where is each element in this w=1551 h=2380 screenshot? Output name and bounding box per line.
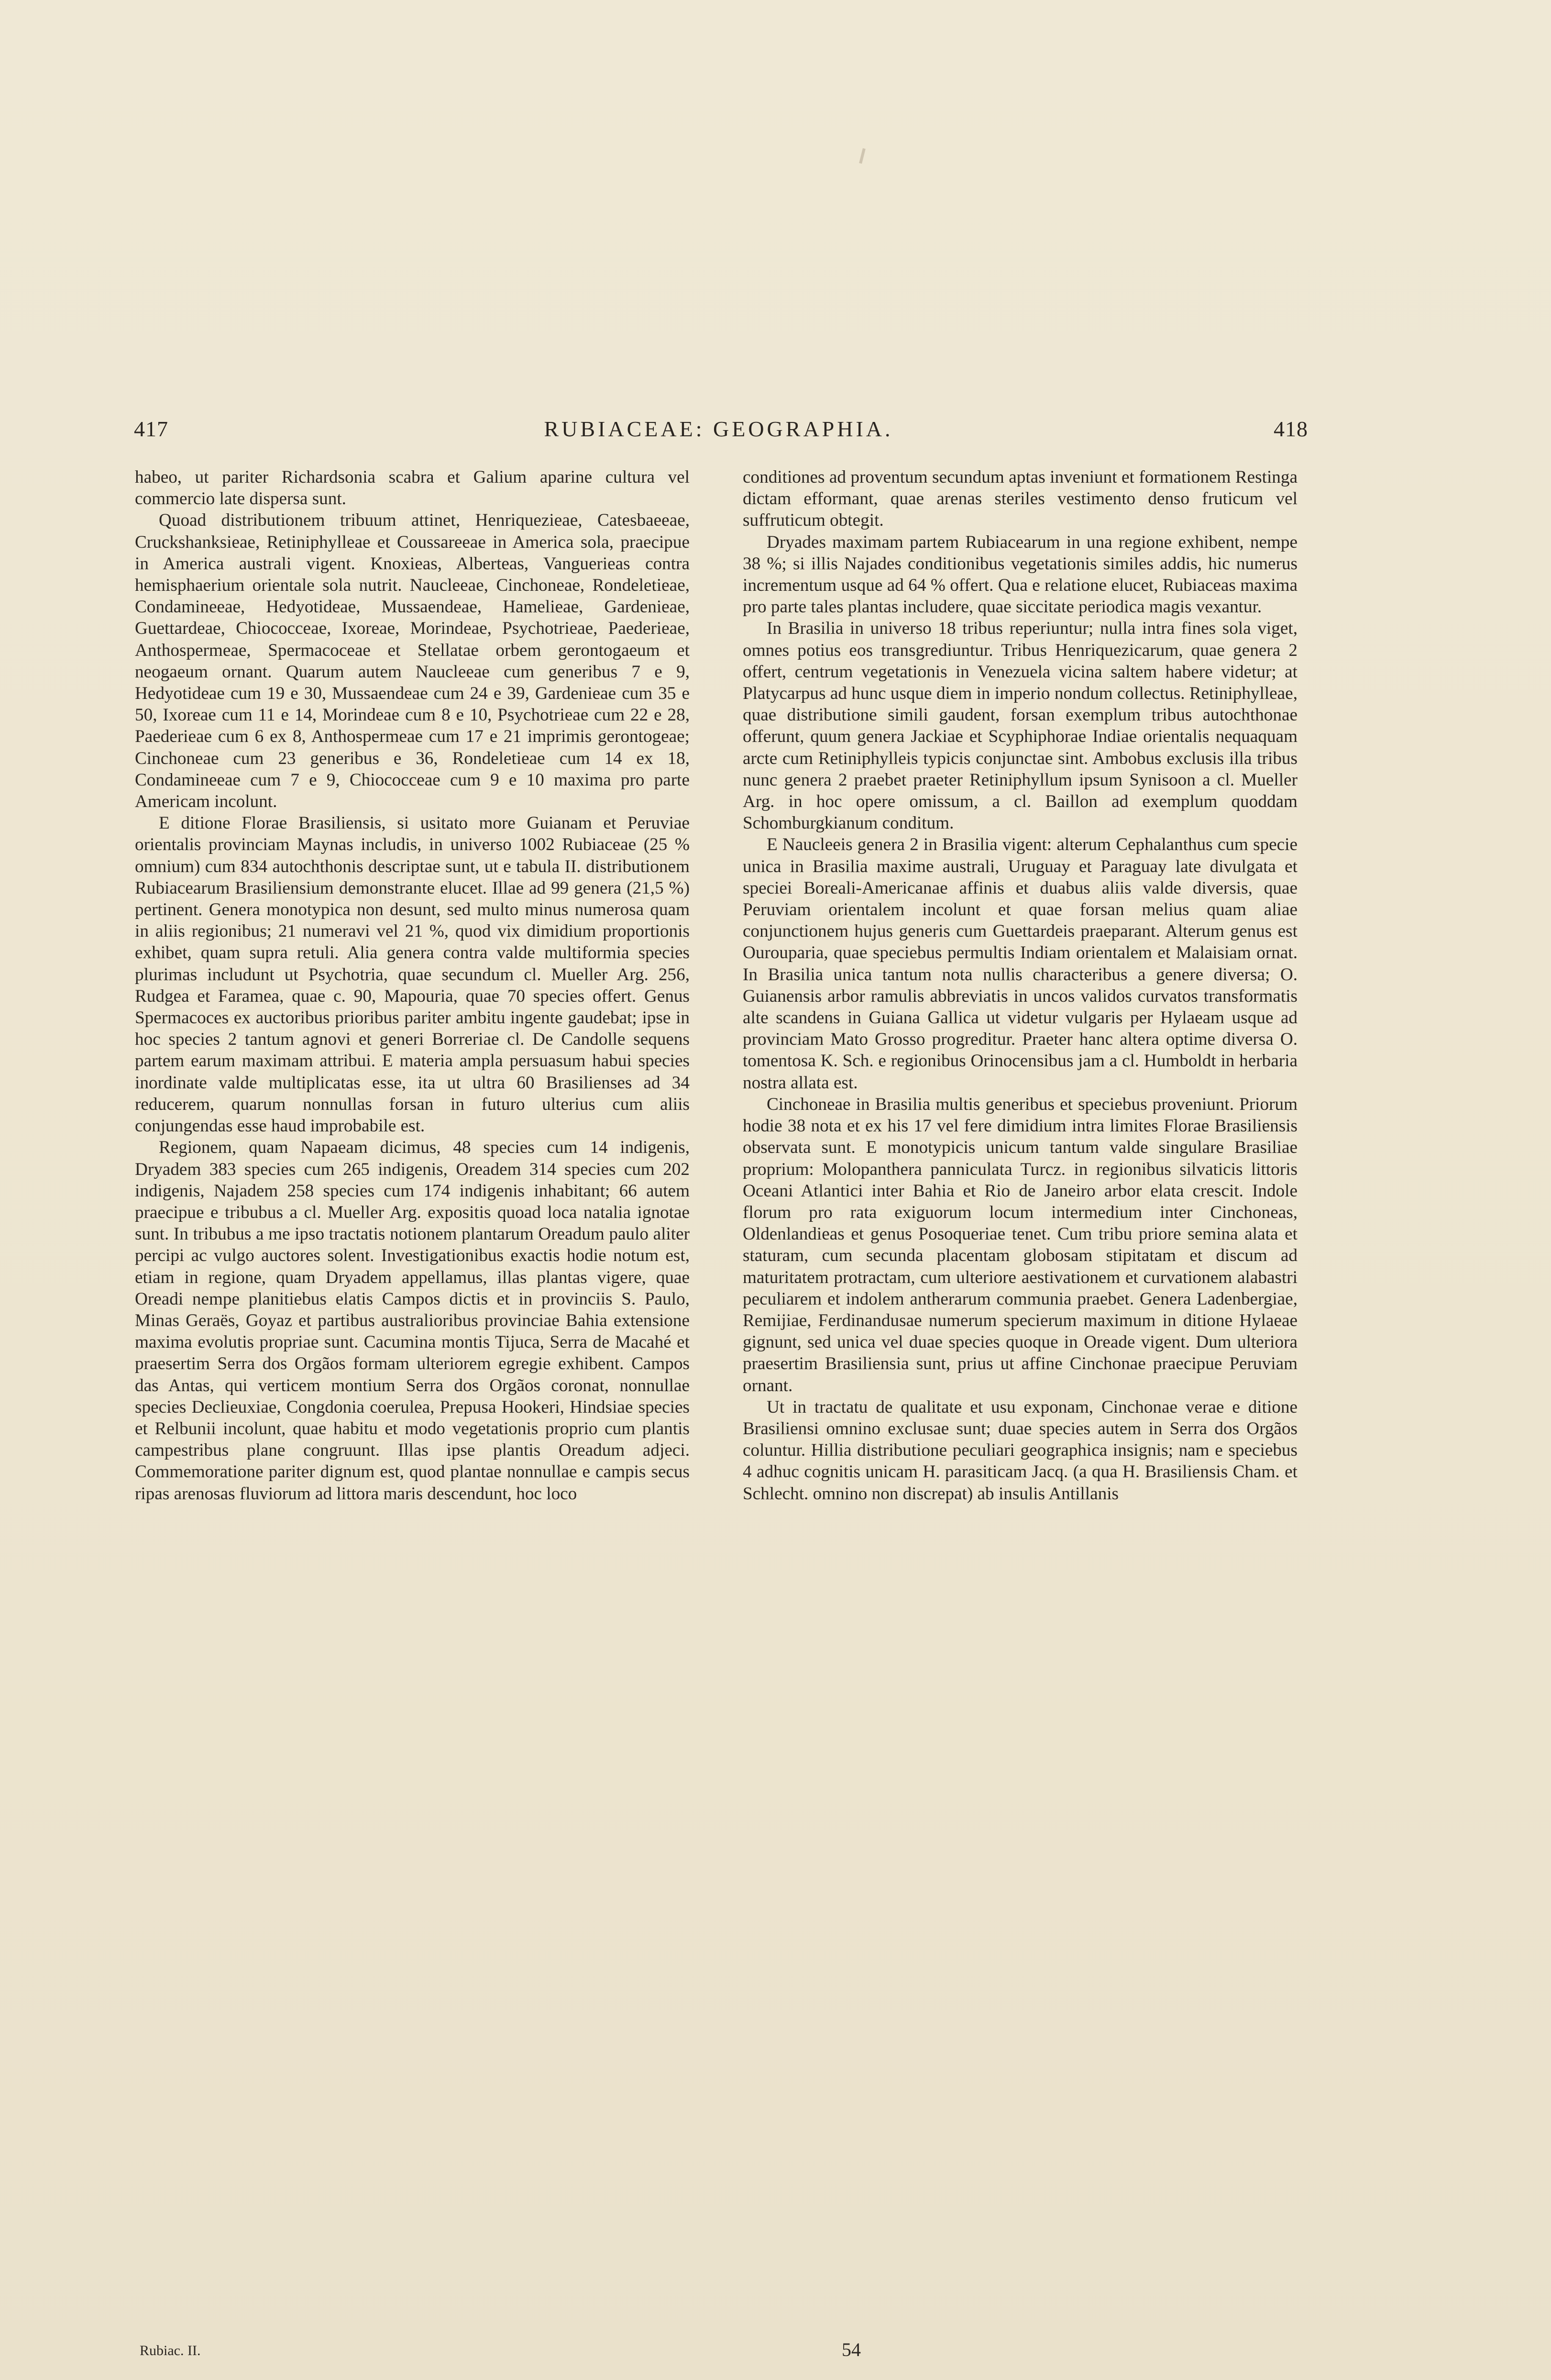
page-number-footer: 54: [842, 2339, 861, 2360]
right-column: [743, 466, 1298, 1505]
paragraph: conditiones ad proventum secundum aptas inveniunt et formationem Restinga dictam efformant, quae arenas steriles vestimento denso fruticum vel suffruticum obtegit.: [743, 467, 1298, 531]
left-column: [135, 466, 690, 1505]
paragraph: E Naucleeis genera 2 in Brasilia vigent: alterum Cephalanthus cum specie unica in Brasilia maxime australi, Uruguay et Paraguay late divulgata et speciei Boreali-Americanae affinis et duabus aliis valde diversis, quae Peruviam orientalem incolunt et quae forsan melius quam aliae conjunctionem hujus generis cum Guettardeis praeparant. Alterum genus est Ourouparia, quae speciebus permultis Indiam orientalem et Malaisiam ornat. In Brasilia unica tantum nota nullis characteribus a genere diversa; O. Guianensis arbor ramulis abbreviatis in uncos validos curvatos transformatis alte scandens in Guiana Gallica ut videtur vulgaris per Hylaeam usque ad provinciam Mato Grosso progreditur. Praeter hanc altera optime diversa O. tomentosa K. Sch. e regionibus Orinocensibus jam a cl. Humboldt in herbaria nostra allata est.: [743, 835, 1298, 1093]
signature-mark: Rubiac. II.: [140, 2343, 201, 2358]
paragraph: E ditione Florae Brasiliensis, si usitato more Guianam et Peruviae orientalis provinciam Maynas includis, in universo 1002 Rubiaceae (25 % omnium) cum 834 autochthonis descriptae sunt, ut e tabula II. distributionem Rubiacearum Brasiliensium demonstrante elucet. Illae ad 99 genera (21,5 %) pertinent. Genera monotypica non desunt, sed multo minus numerosa quam in aliis regionibus; 21 numeravi vel 21 %, quod vix dimidium proportionis exhibet, quam supra retuli. Alia genera contra valde multiformia species plurimas includunt ut Psychotria, quae secundum cl. Mueller Arg. 256, Rudgea et Faramea, quae c. 90, Mapouria, quae 70 species offert. Genus Spermacoces ex auctoribus prioribus pariter ambitu ingente gaudebat; ipse in hoc species 2 tantum agnovi et generi Borreriae cl. De Candolle sequens partem earum maximam attribui. E materia ampla persuasum habui species inordinate valde multiplicatas esse, ita ut ultra 60 Brasilienses ad 34 reducerem, quarum nonnullas forsan in futuro ulterius cum aliis conjungendas esse haud improbabile est.: [135, 813, 690, 1136]
paragraph: Cinchoneae in Brasilia multis generibus et speciebus proveniunt. Priorum hodie 38 nota et ex his 17 vel fere dimidium intra limites Florae Brasiliensis observata sunt. E monotypicis unicum tantum valde singulare Brasiliae proprium: Molopanthera panniculata Turcz. in regionibus silvaticis littoris Oceani Atlantici inter Bahia et Rio de Janeiro arbor elata crescit. Indole florum pro rata exiguorum locum intermedium inter Cinchoneas, Oldenlandieas et genus Posoqueriae tenet. Cum tribu priore semina alata et staturam, cum secunda placentam globosam stipitatam et discum ad maturitatem protractam, cum ulteriore aestivationem et curvationem alabastri peculiarem et indolem antherarum communia praebet. Genera Ladenbergiae, Remijiae, Ferdinandusae numerum specierum maximum in ditione Hylaeae gignunt, sed unica vel duae species quoque in Oreade vigent. Dum ulteriora praesertim Brasiliensia sunt, prius ut affine Cinchonae praecipue Peruviam ornant.: [743, 1094, 1298, 1395]
running-header: [129, 416, 1308, 450]
paragraph: In Brasilia in universo 18 tribus reperiuntur; nulla intra fines sola viget, omnes potius eos transgrediuntur. Tribus Henriquezicarum, quae genera 2 offert, centrum vegetationis in Venezuela vicina saltem habere videtur; at Platycarpus ad hunc usque diem in imperio nondum collectus. Retiniphylleae, quae distributione simili gaudent, forsan exemplum tribus autochthonae offerunt, quum genera Jackiae et Scyphiphorae Indiae orientalis nequaquam arcte cum Retiniphylleis typicis conjunctae sint. Ambobus exclusis illa tribus nunc genera 2 praebet praeter Retiniphyllum ipsum Synisoon a cl. Mueller Arg. in hoc opere omissum, a cl. Baillon ad exemplum quoddam Schomburgkianum conditum.: [743, 619, 1298, 833]
paragraph: habeo, ut pariter Richardsonia scabra et Galium aparine cultura vel commercio late dispersa sunt.: [135, 467, 690, 509]
ink-mark: [859, 148, 866, 164]
paragraph: Quoad distributionem tribuum attinet, Henriquezieae, Catesbaeeae, Cruckshanksieae, Retiniphylleae et Coussareeae in America sola, praecipue in America australi vigent. Knoxieas, Alberteas, Vanguerieas contra hemisphaerium orientale sola nutrit. Naucleeae, Cinchoneae, Rondeletieae, Condamineeae, Hedyotideae, Mussaendeae, Hamelieae, Gardenieae, Guettardeae, Chiococceae, Ixoreae, Morindeae, Psychotrieae, Paederieae, Anthospermeae, Spermacoceae et Stellatae orbem gerontogaeum et neogaeum ornant. Quarum autem Naucleeae cum generibus 7 e 9, Hedyotideae cum 19 e 30, Mussaendeae cum 24 e 39, Gardenieae cum 35 e 50, Ixoreae cum 11 e 14, Morindeae cum 8 e 10, Psychotrieae cum 22 e 28, Paederieae cum 6 ex 8, Anthospermeae cum 17 e 21 imprimis gerontogeae; Cinchoneae cum 23 generibus e 36, Rondeletieae cum 14 ex 18, Condamineeae cum 7 e 9, Chiococceae cum 9 e 10 maxima pro parte Americam incolunt.: [135, 510, 690, 812]
paragraph: Regionem, quam Napaeam dicimus, 48 species cum 14 indigenis, Dryadem 383 species cum 265 indigenis, Oreadem 314 species cum 202 indigenis, Najadem 258 species cum 174 indigenis inhabitant; 66 autem praecipue e tribubus a cl. Mueller Arg. expositis quoad loca natalia ignotae sunt. In tribubus a me ipso tractatis notionem plantarum Oreadum paulo aliter percipi ac vulgo auctores solent. Investigationibus exactis hodie notum est, etiam in regione, quam Dryadem appellamus, illas plantas vigere, quae Oreadi nempe planitiebus elatis Campos dictis et in provinciis S. Paulo, Minas Geraës, Goyaz et partibus australioribus provinciae Bahia extensione maxima evolutis propriae sunt. Cacumina montis Tijuca, Serra de Macahé et praesertim Serra dos Orgãos formam ulteriorem egregie exhibent. Campos das Antas, qui verticem montium Serra dos Orgãos coronat, nonnullae species Declieuxiae, Congdonia coerulea, Prepusa Hookeri, Hindsiae species et Relbunii incolunt, quae habitu et modo vegetationis proprio cum plantis campestribus plane congruunt. Illas ipse plantis Oreadum adjeci. Commemoratione pariter dignum est, quod plantae nonnullae e campis secus ripas arenosas fluviorum ad littora maris descendunt, hoc loco: [135, 1138, 690, 1504]
page-number-right: 418: [1274, 417, 1308, 441]
paragraph: Dryades maximam partem Rubiacearum in una regione exhibent, nempe 38 %; si illis Najades conditionibus vegetationis similes addis, hic numerus incrementum usque ad 64 % offert. Qua e relatione elucet, Rubiaceas maxima pro parte tales plantas includere, quae siccitate periodica magis vexantur.: [743, 532, 1298, 617]
paragraph: Ut in tractatu de qualitate et usu exponam, Cinchonae verae e ditione Brasiliensi omnino exclusae sunt; duae species autem in Serra dos Orgãos coluntur. Hillia distributione peculiari geographica insignis; nam e speciebus 4 adhuc cognitis unicam H. parasiticam Jacq. (a qua H. Brasiliensis Cham. et Schlecht. omnino non discrepat) ab insulis Antillanis: [743, 1397, 1298, 1504]
page-number-left: 417: [134, 417, 168, 441]
running-title: RUBIACEAE: GEOGRAPHIA.: [544, 417, 893, 441]
